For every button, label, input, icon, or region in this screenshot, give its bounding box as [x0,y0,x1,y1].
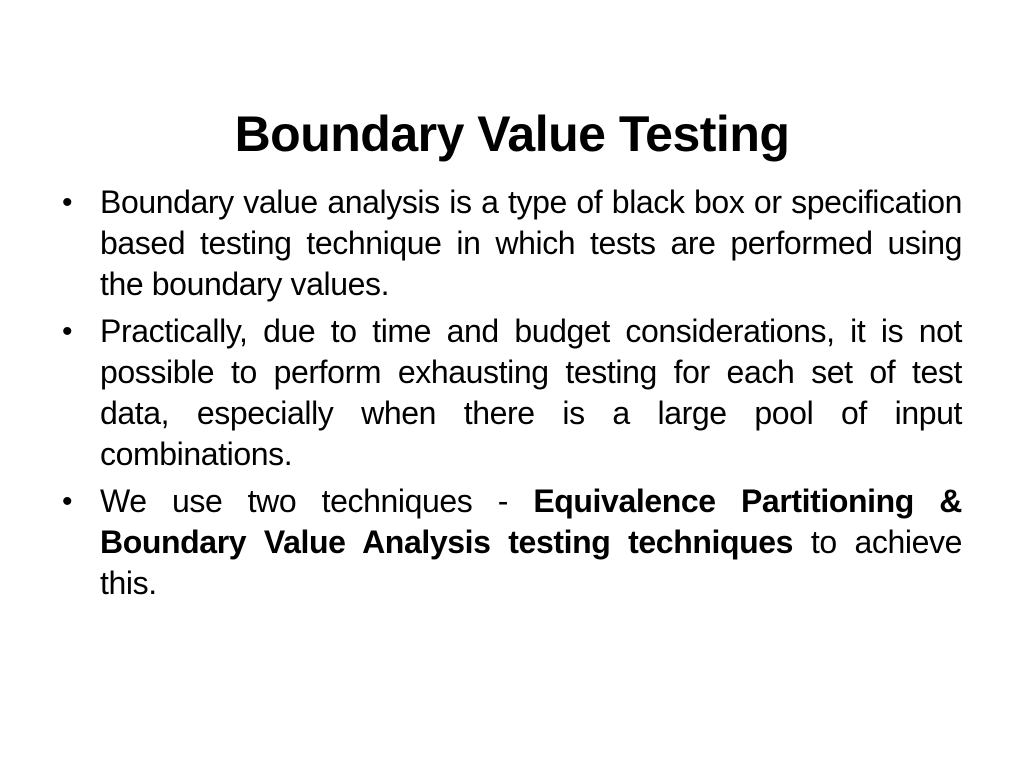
bullet-list [58,182,962,610]
bullet-dot-icon: • [62,186,73,219]
bullet-text-3-bold: Equivalence Partitioning & Boundary Value Analysis testing techniques [100,483,962,560]
bullet-text-3-before: We use two techniques - [100,483,534,519]
bullet-item-3 [58,481,962,604]
bullet-text-3-after: to achieve this. [100,524,962,601]
bullet-item-1 [58,182,962,305]
bullet-dot-icon: • [62,485,73,518]
bullet-item-2 [58,311,962,475]
bullet-dot-icon: • [62,315,73,348]
slide-title: Boundary Value Testing [234,105,790,162]
bullet-text-1: Boundary value analysis is a type of black box or specification based testing technique in which tests are performed using the boundary values. [100,184,962,302]
bullet-text-2: Practically, due to time and budget considerations, it is not possible to perform exhausting testing for each set of test data, especially when there is a large pool of input combinations. [100,313,962,472]
